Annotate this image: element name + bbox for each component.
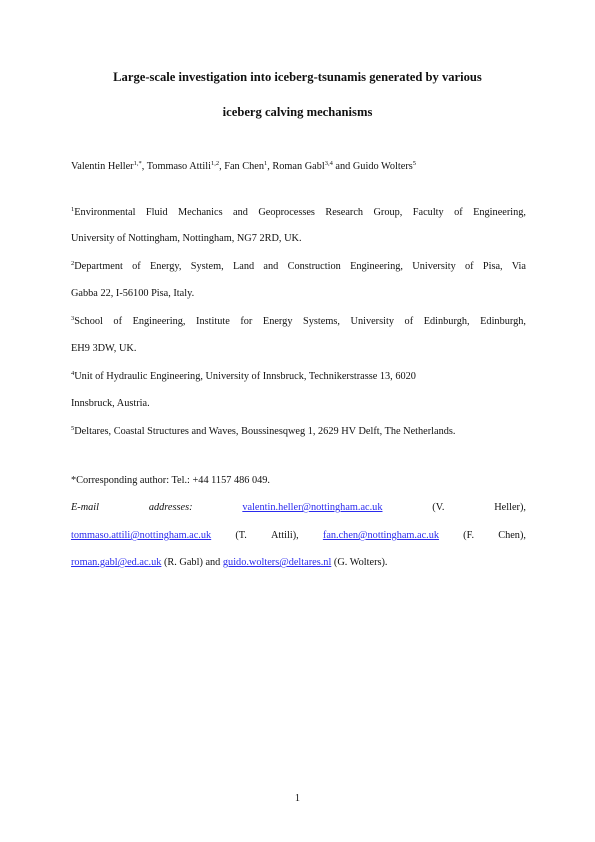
- affiliation-text: EH9 3DW, UK.: [71, 343, 137, 354]
- email-label: E-mail: [71, 502, 100, 513]
- affiliation-text: Environmental Fluid Mechanics and Geoprocesses Research Group, Faculty of Engineering,: [74, 207, 526, 218]
- email-link-gabl[interactable]: roman.gabl@ed.ac.uk: [71, 557, 162, 568]
- affiliation-4-continued: [71, 397, 526, 411]
- author-list: [71, 160, 541, 174]
- affiliation-number: 3: [71, 315, 75, 322]
- email-owner: (T.: [235, 530, 247, 541]
- corresponding-author: *Corresponding author: Tel.: +44 1157 486 049.: [71, 475, 270, 486]
- affiliation-number: 2: [71, 260, 75, 267]
- affiliation-text: Deltares, Coastal Structures and Waves, Boussinesqweg 1, 2629 HV Delft, The Netherlands.: [74, 426, 456, 437]
- author-affiliation-mark: 1,*: [133, 160, 142, 167]
- affiliation-text: School of Engineering, Institute for Energy Systems, University of Edinburgh, Edinburgh,: [74, 316, 526, 327]
- email-owner: Attili),: [271, 530, 299, 541]
- author-affiliation-mark: 5: [412, 160, 417, 167]
- author-separator: ,: [267, 161, 273, 172]
- email-link-chen[interactable]: fan.chen@nottingham.ac.uk: [322, 530, 440, 541]
- author-separator: ,: [219, 161, 225, 172]
- affiliation-number: 4: [71, 370, 75, 377]
- email-link-attili[interactable]: tommaso.attili@nottingham.ac.uk: [71, 530, 212, 541]
- affiliation-1-continued: [71, 232, 526, 246]
- email-owner: (V.: [432, 502, 445, 513]
- affiliation-3: [71, 315, 526, 329]
- author-and: and: [332, 161, 353, 172]
- email-owner: Heller),: [494, 502, 526, 513]
- email-line-3: [71, 557, 526, 568]
- affiliation-1: [71, 206, 526, 220]
- affiliation-2-continued: [71, 287, 526, 301]
- email-owner: (G. Wolters).: [333, 557, 388, 568]
- affiliation-number: 5: [71, 425, 75, 432]
- email-owner: (F.: [463, 530, 475, 541]
- email-link-wolters[interactable]: guido.wolters@deltares.nl: [222, 557, 332, 568]
- email-owner: Chen),: [498, 530, 526, 541]
- affiliation-text: Department of Energy, System, Land and Construction Engineering, University of Pisa, Via: [74, 261, 526, 272]
- email-owner: (R. Gabl): [163, 557, 203, 568]
- author-affiliation-mark: 1: [263, 160, 268, 167]
- page-number: 1: [294, 793, 301, 804]
- paper-title-line-2: iceberg calving mechanisms: [222, 105, 373, 119]
- email-label: addresses:: [148, 502, 193, 513]
- affiliation-text: Gabba 22, I-56100 Pisa, Italy.: [71, 288, 195, 299]
- affiliation-text: University of Nottingham, Nottingham, NG7 2RD, UK.: [71, 233, 302, 244]
- author-name: Fan Chen: [224, 161, 264, 172]
- email-link-heller[interactable]: valentin.heller@nottingham.ac.uk: [242, 502, 383, 513]
- author-separator: ,: [141, 161, 147, 172]
- author-name: Tommaso Attili: [146, 161, 211, 172]
- paper-title-line-1: Large-scale investigation into iceberg-tsunamis generated by various: [113, 70, 482, 84]
- affiliation-3-continued: [71, 342, 526, 356]
- email-line-1: [71, 502, 526, 513]
- email-and: and: [202, 557, 223, 568]
- email-line-2: [71, 530, 526, 541]
- affiliation-4: [71, 370, 466, 384]
- author-affiliation-mark: 3,4: [324, 160, 333, 167]
- affiliation-2: [71, 260, 526, 274]
- affiliation-text: Unit of Hydraulic Engineering, University of Innsbruck, Technikerstrasse 13, 6020: [74, 371, 416, 382]
- affiliation-5: [71, 425, 526, 439]
- author-name: Guido Wolters: [352, 161, 413, 172]
- affiliation-number: 1: [71, 206, 75, 213]
- author-affiliation-mark: 1,2: [210, 160, 220, 167]
- author-name: Roman Gabl: [272, 161, 325, 172]
- affiliation-text: Innsbruck, Austria.: [71, 398, 150, 409]
- author-name: Valentin Heller: [71, 161, 134, 172]
